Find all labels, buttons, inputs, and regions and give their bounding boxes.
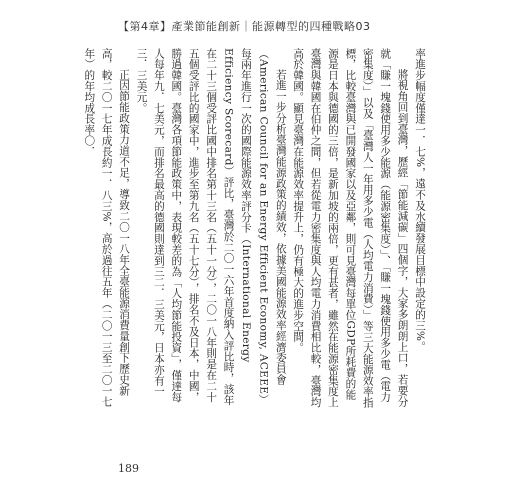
paragraph-1: 率進步幅度僅達一．七%，遠不及水續發展目標中設定的三%。	[414, 48, 426, 353]
page-number: 189	[118, 462, 139, 475]
paragraph-2: 將視角回到臺灣，歷經「節能減碳」四個字，大家多朗朗上口，若要分就「賺一塊錢使用多少能源（能源密集度）」、「賺一塊錢使用多少電（電力密集度）」以及「臺灣人一年用多少電（人均電力消費）」等三大能源效率指標，比較臺灣與已開發國家以及亞鄰，則可見臺灣每單位GDP所耗費的能源是日本與德國的三倍，是新加坡的兩倍，更有甚者，雖然在能源密集度上臺灣與韓國在伯仲之間，但若從電力密集度與人均電力消費相比較，臺灣均高於韓國。顯見臺灣在能源效率提升上，仍有極大的進步空間。	[292, 48, 409, 408]
running-header: 【第4章】產業節能創新｜能源轉型的四種戰略03	[118, 20, 371, 33]
paragraph-3: 若進一步分析臺灣能源政策的績效，依據美國能源效率經濟委員會（American Council for an Energy Efficient Economy, ACEEE）每兩年進行一次的國際能源效率評分卡（International Energy Efficiency Scorecard）評比，臺灣於二〇一六年首度納入評比時，該年在二十三個受評比國中排名第十三名（五十一分），二〇一八年則是在二十五個受評比的國家中，進步至第九名（五十七分），排名不及日本，中國，勝過韓國。臺灣各項節能政策中，表現較差的為「人均節能投資」，僅達每人每年九．七美元，而排名最高的德國則達到三二．三美元，日本亦有一三．三美元。	[135, 48, 287, 406]
body-text	[78, 48, 428, 410]
paragraph-4: 正因節能政策力道不足，導致二〇一八年全臺能源消費量創下歷史新高，較二〇一七年成長約一．八三%，高於過往五年（二〇一三至二〇一七年）的年均成長率〇．	[83, 48, 131, 408]
